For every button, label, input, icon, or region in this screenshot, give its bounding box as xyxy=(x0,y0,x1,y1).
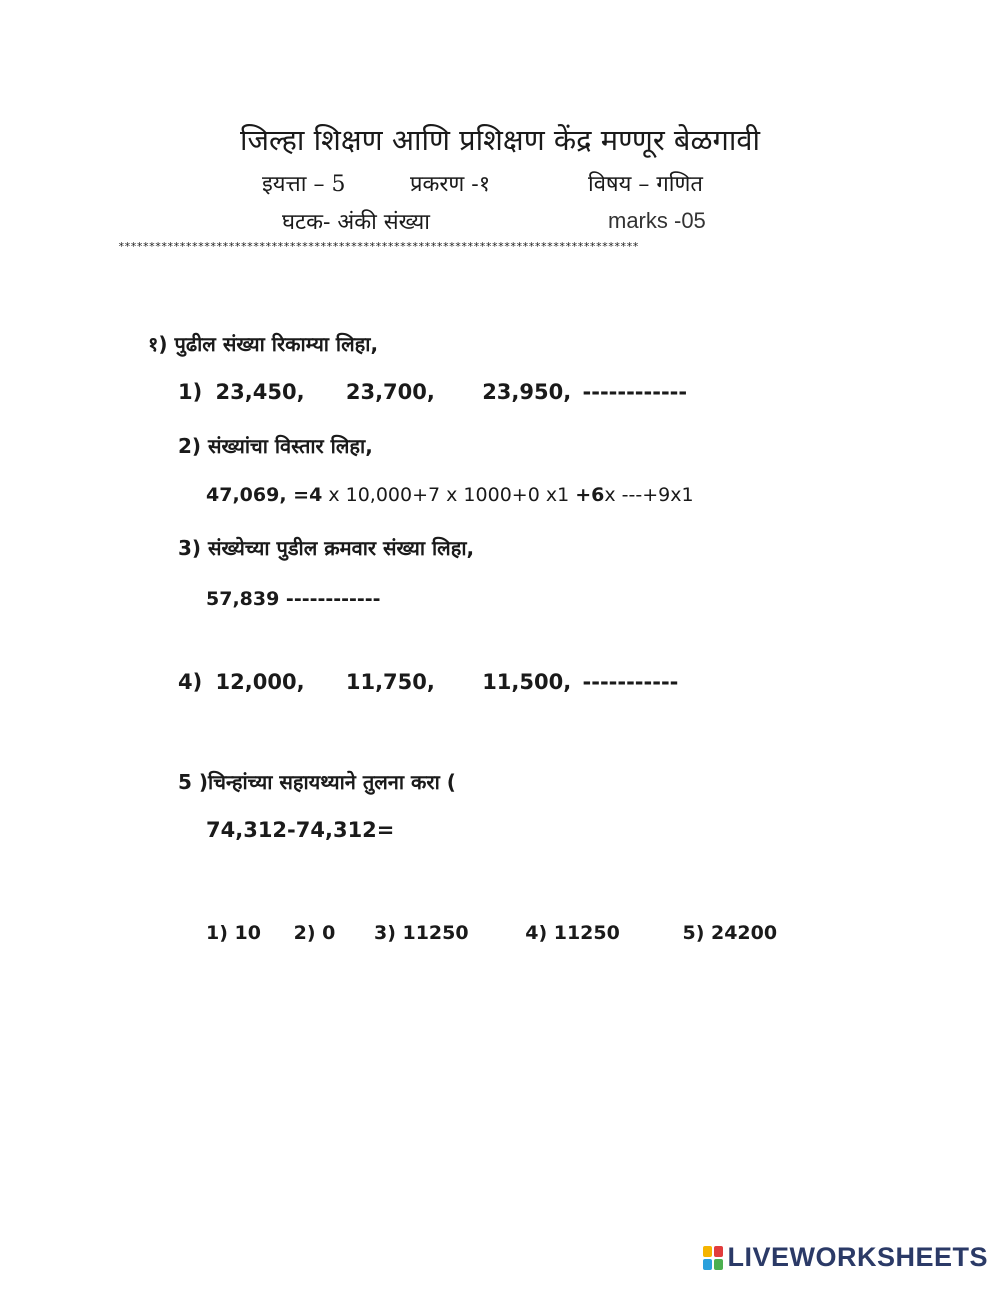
question-1-label: 1) xyxy=(178,380,203,404)
question-4-value: 11,500, xyxy=(482,670,572,694)
answer-option: 4) 11250 xyxy=(525,922,620,944)
question-4-value: 11,750, xyxy=(345,670,435,694)
expansion-part: x ---+9x1 xyxy=(604,484,694,506)
separator-line: ************************************************************************************* xyxy=(118,240,639,253)
question-2-expansion xyxy=(206,484,694,506)
question-1-value: 23,950, xyxy=(482,380,572,404)
answers-row xyxy=(206,922,777,944)
question-1-value: 23,450, xyxy=(215,380,305,404)
question-2-heading: 2) संख्यांचा विस्तार लिहा, xyxy=(178,434,373,458)
question-4-blank: ----------- xyxy=(582,670,679,694)
question-5-heading: 5 )चिन्हांच्या सहायथ्याने तुलना करा ( xyxy=(178,770,456,794)
answer-option: 3) 11250 xyxy=(373,922,469,944)
question-1-sequence xyxy=(178,380,687,404)
question-4-value: 12,000, xyxy=(215,670,305,694)
unit-label: घटक- अंकी संख्या xyxy=(282,210,431,235)
answer-option: 2) 0 xyxy=(293,922,336,944)
question-1-value: 23,700, xyxy=(345,380,435,404)
liveworksheets-logo-icon xyxy=(703,1246,723,1270)
chapter-label: प्रकरण -१ xyxy=(410,172,491,197)
expansion-part-bold: 47,069, =4 xyxy=(206,484,323,506)
subject-label: विषय – गणित xyxy=(588,172,703,197)
question-1-heading: १) पुढील संख्या रिकाम्या लिहा, xyxy=(148,332,379,356)
question-1-blank: ------------ xyxy=(582,380,688,404)
answer-option: 5) 24200 xyxy=(682,922,778,944)
grade-label: इयत्ता – 5 xyxy=(262,172,346,197)
document-title: जिल्हा शिक्षण आणि प्रशिक्षण केंद्र मण्णूर बेळगावी xyxy=(239,123,761,157)
expansion-part: x 10,000+7 x 1000+0 x1 xyxy=(322,484,576,506)
question-5-line: 74,312-74,312= xyxy=(206,818,395,842)
question-3-line: 57,839 ------------ xyxy=(206,588,381,610)
question-3-heading: 3) संख्येच्या पुडील क्रमवार संख्या लिहा, xyxy=(178,536,475,560)
marks-label: marks -05 xyxy=(608,208,706,233)
answer-option: 1) 10 xyxy=(206,922,261,944)
liveworksheets-logo-text: LIVEWORKSHEETS xyxy=(727,1242,988,1272)
question-4-sequence xyxy=(178,670,678,694)
question-4-label: 4) xyxy=(178,670,203,694)
liveworksheets-logo xyxy=(703,1242,988,1273)
expansion-part-bold: +6 xyxy=(575,484,605,506)
